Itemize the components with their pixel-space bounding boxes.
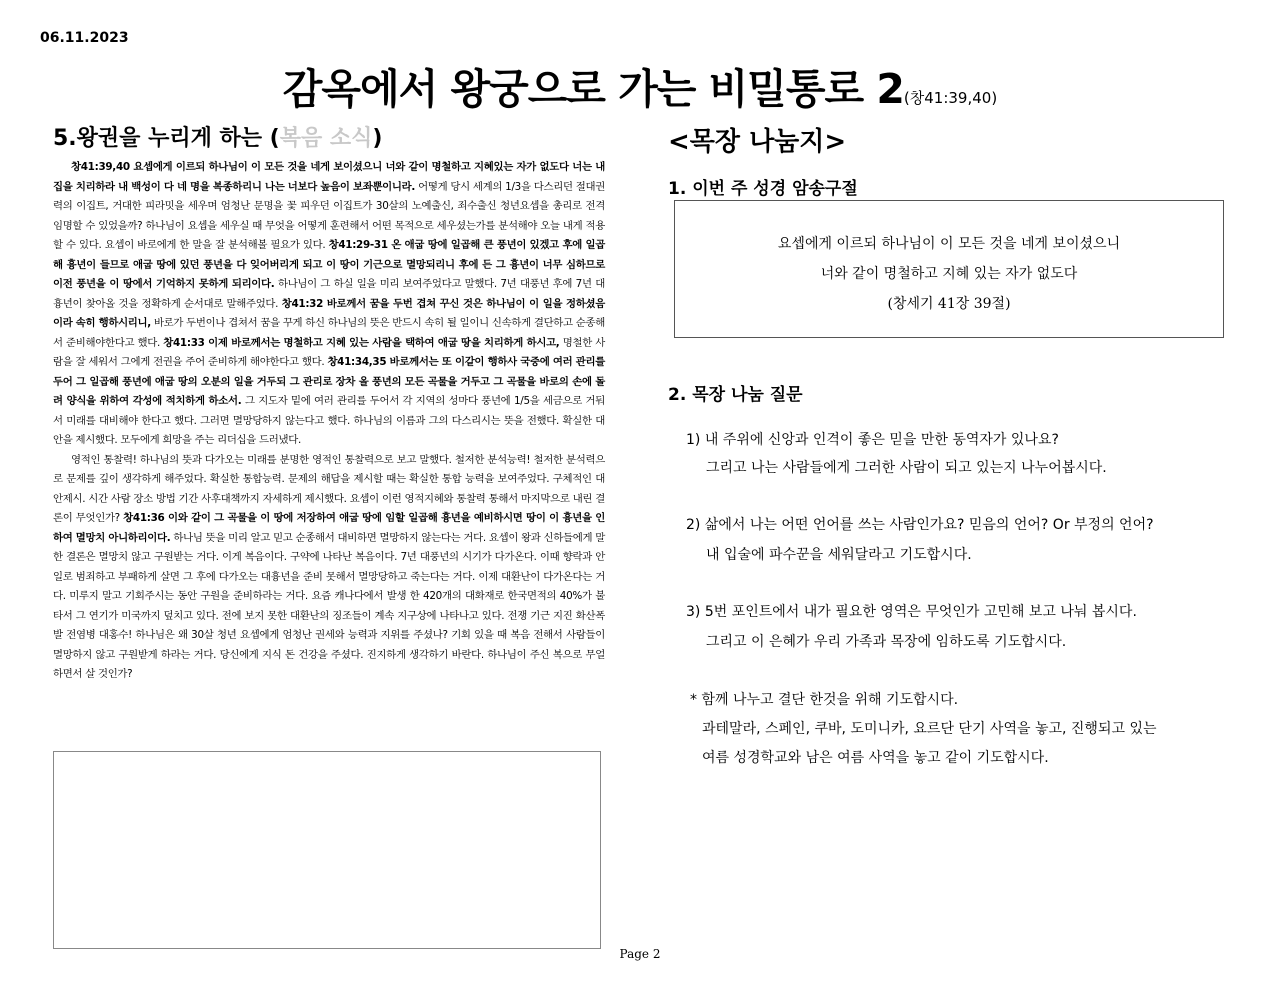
sharing-title: <목장 나눔지> [668,127,847,157]
section-title [53,121,605,152]
verse-quote: 창41:34,35 바로께서는 또 이같이 행하사 국중에 여러 관리를 두어 그 일곱해 풍년에 애굽 땅의 오분의 일을 거두되 그 관리로 장차 올 풍년의 모든 곡물을 거두고 그 곡물을 바로의 손에 돌려 양식을 위하여 각성에 적치하게 하소서. [53,356,605,407]
title-text: 감옥에서 왕궁으로 가는 비밀통로 2 [282,65,904,113]
verse-reference: (창세기 41장 39절) [887,296,1011,312]
body-text: 바로가 두번이나 겹쳐서 꿈을 꾸게 하신 하나님의 뜻은 반드시 속히 될 일이니 신속하게 결단하고 순종해서 준비해야한다고 했다. [53,317,606,349]
body-text: 명철한 사람을 잘 세워서 그에게 전권을 주어 준비하게 해야한다고 했다. [53,336,605,368]
body-text: 그 지도자 밑에 여러 관리를 두어서 각 지역의 성마다 풍년에 1/5을 세금으로 거둬서 미래를 대비해야 한다고 했다. 그러면 멸망당하지 않는다고 했다. 하나님의 이름과 그의 다스리시는 뜻을 전했다. 확실한 대안을 제시했다. 모두에게 희망을 주는 리더십을 드러냈다. [53,395,605,446]
verse-line-2: 너와 같이 명철하고 지혜 있는 자가 없도다 [820,266,1078,282]
question-1: 1) 내 주위에 신앙과 인격이 좋은 믿을 만한 동역자가 있나요? [686,432,1059,448]
section-title-faded: 복음 소식 [279,126,373,151]
notes-box [53,751,601,949]
question-2-sub: 내 입술에 파수꾼을 세워달라고 기도합시다. [706,547,972,563]
question-1-sub: 그리고 나는 사람들에게 그러한 사람이 되고 있는지 나누어봅시다. [706,460,1107,476]
sermon-column [53,121,605,685]
prayer-line-2: 여름 성경학교와 남은 여름 사역을 놓고 같이 기도합시다. [702,750,1049,766]
body-text: 하나님 뜻을 미리 알고 믿고 순종해서 대비하면 멸망하지 않는다는 거다. 요셉이 왕과 신하들에게 말한 결론은 멸망치 않고 구원받는 거다. 이게 복음이다. 구약에 나타난 복음이다. 7년 대풍년의 시기가 다가온다. 이때 향락과 안일로 범죄하고 부패하게 살면 그 후에 다가오는 대흉년을 준비 못해서 멸망당하고 죽는다는 거다. 이제 대환난이 다가온다는 거다. 미루지 말고 기회주시는 동안 구원을 준비하라는 거다. 요즘 캐나다에서 발생 한 420개의 대화재로 한국면적의 40%가 불타서 그 연기가 미국까지 덮치고 있다. 전에 보지 못한 대환난의 징조들이 계속 지구상에 나타나고 있다. 전쟁 기근 지진 화산폭발 전염병 대홍수! 하나님은 왜 30살 청년 요셉에게 엄청난 권세와 능력과 지위를 주셨나? 기회 있을 때 복음 전해서 사람들이 멸망하지 않고 구원받게 하라는 거다. 당신에게 지식 돈 건강을 주셨다. 진지하게 생각하기 바란다. 하나님이 주신 복으로 무얼 하면서 살 것인가? [53,531,605,680]
question-3-sub: 그리고 이 은혜가 우리 가족과 목장에 임하도록 기도합시다. [706,634,1067,650]
verse-quote: 창41:29-31 온 애굽 땅에 일곱해 큰 풍년이 있겠고 후에 일곱해 흉년이 들므로 애굽 땅에 있던 풍년을 다 잊어버리게 되고 이 땅이 기근으로 멸망되리니 후에 든 그 흉년이 너무 심하므로 이전 풍년을 이 땅에서 기억하지 못하게 되리이다. [53,239,605,290]
verse-quote: 창41:33 이제 바로께서는 명철하고 지혜 있는 사람을 택하여 애굽 땅을 치리하게 하시고, [163,336,560,349]
body-text: 하나님이 그 하실 일을 미리 보여주었다고 말했다. 7년 대풍년 후에 7년 대흉년이 찾아올 것을 정확하게 순서대로 말해주었다. [53,278,605,310]
verse-quote: 창41:39,40 요셉에게 이르되 하나님이 이 모든 것을 네게 보이셨으니 너와 같이 명철하고 지혜있는 자가 없도다 너는 내 집을 치리하라 내 백성이 다 네 명을 복종하리니 나는 너보다 높음이 보좌뿐이니라. [53,161,605,193]
memory-verse-box [674,200,1224,338]
date: 06.11.2023 [40,30,129,46]
verse-quote: 창41:32 바로께서 꿈을 두번 겹쳐 꾸신 것은 하나님이 이 일을 정하셨음이라 속히 행하시리니, [53,297,605,329]
section-title-end: ) [372,126,383,151]
question-2: 2) 삶에서 나는 어떤 언어를 쓰는 사람인가요? 믿음의 언어? Or 부정의 언어? [686,517,1154,533]
title-reference: (창41:39,40) [903,89,998,107]
question-3: 3) 5번 포인트에서 내가 필요한 영역은 무엇인가 고민해 보고 나눠 봅시다. [686,604,1137,620]
verse-line-1: 요셉에게 이르되 하나님이 이 모든 것을 네게 보이셨으니 [777,236,1121,252]
body-text: 영적인 통찰력! 하나님의 뜻과 다가오는 미래를 분명한 영적인 통찰력으로 보고 말했다. 철저한 분석능력! 철저한 분석력으로 문제를 깊이 생각하게 해주었다. 확실한 통합능력. 문제의 해답을 제시할 때는 확실한 통합 능력을 보여주었다. 구체적인 대안제시. 시간 사람 장소 방법 기간 사후대책까지 자세하게 제시했다. 요셉이 이런 영적지혜와 통찰력 통해서 마지막으로 내린 결론이 무엇인가? [53,453,605,524]
paragraph-1 [53,158,605,451]
prayer-line-1: 과테말라, 스페인, 쿠바, 도미니카, 요르단 단기 사역을 놓고, 진행되고 있는 [702,721,1157,737]
body-text: 어떻게 당시 세계의 1/3을 다스리던 절대권력의 이집트, 거대한 피라밋을 세우며 엄청난 문명을 꽃 피우던 이집트가 30살의 노예출신, 죄수출신 청년요셉을 총리로 전격 임명할 수 있었을까? 하나님이 요셉을 세우실 때 무엇을 어떻게 훈련해서 어떤 목적으로 세우셨는가를 분석해야 오늘 내게 적용할 수 있다. 요셉이 바로에게 한 말을 잘 분석해볼 필요가 있다. [53,180,605,251]
page-title [0,56,1280,115]
questions-heading: 2. 목장 나눔 질문 [668,385,803,405]
memory-verse-heading: 1. 이번 주 성경 암송구절 [668,179,858,199]
page-number: Page 2 [619,947,661,961]
paragraph-2 [53,451,605,685]
sharing-column [668,121,1228,199]
section-title-main: 5.왕권을 누리게 하는 ( [53,126,280,151]
sermon-body [53,158,605,685]
verse-quote: 창41:36 이와 같이 그 곡물을 이 땅에 저장하여 애굽 땅에 임할 일곱해 흉년을 예비하시면 땅이 이 흉년을 인하여 멸망치 아니하리이다. [53,512,605,544]
prayer-intro: * 함께 나누고 결단 한것을 위해 기도합시다. [690,692,959,708]
